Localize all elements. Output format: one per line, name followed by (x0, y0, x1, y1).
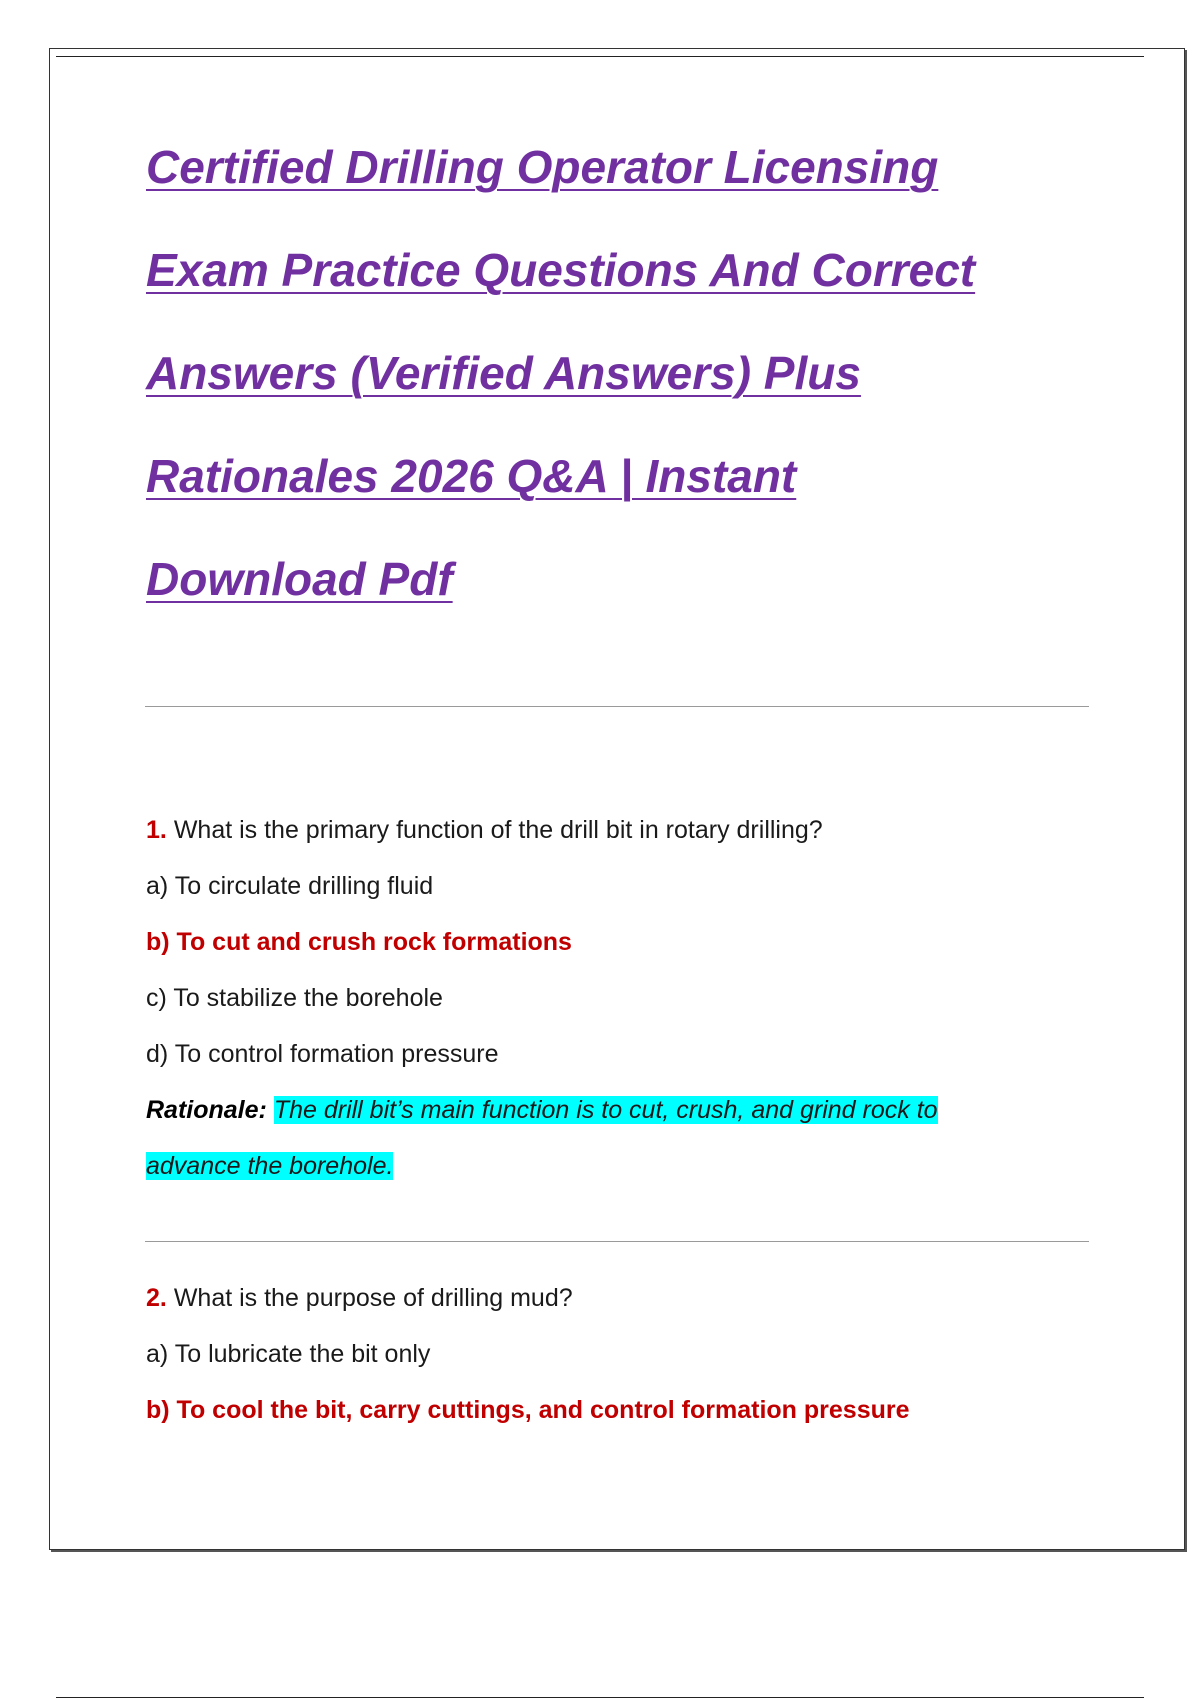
question-prompt: What is the primary function of the drill bit in rotary drilling? (173, 816, 823, 844)
document-title (146, 140, 1086, 655)
title-line: Certified Drilling Operator Licensing (146, 141, 939, 193)
section-divider (145, 706, 1089, 707)
rationale-text: advance the borehole. (146, 1152, 394, 1180)
option-d: d) To control formation pressure (146, 1040, 499, 1068)
section-divider (145, 1241, 1089, 1242)
question-number: 2. (146, 1284, 167, 1312)
question-2 (146, 1270, 1106, 1438)
rationale-continued (146, 1138, 1106, 1194)
title-line: Answers (Verified Answers) Plus (146, 347, 861, 399)
title-line: Exam Practice Questions And Correct (146, 244, 976, 296)
question-prompt: What is the purpose of drilling mud? (173, 1284, 573, 1312)
option-a: a) To lubricate the bit only (146, 1340, 431, 1368)
option-b-correct: b) To cool the bit, carry cuttings, and control formation pressure (146, 1396, 910, 1424)
rationale-label: Rationale: (146, 1096, 267, 1124)
question-number: 1. (146, 816, 167, 844)
rationale-text: The drill bit’s main function is to cut, crush, and grind rock to (273, 1096, 938, 1124)
footer-rule (56, 1697, 1144, 1698)
question-text (146, 1270, 1106, 1326)
title-line: Download Pdf (146, 553, 453, 605)
title-line: Rationales 2026 Q&A | Instant (146, 450, 797, 502)
option-b-correct: b) To cut and crush rock formations (146, 928, 572, 956)
header-rule (56, 56, 1144, 57)
rationale (146, 1082, 1106, 1138)
question-text (146, 802, 1106, 858)
option-a: a) To circulate drilling fluid (146, 872, 434, 900)
option-c: c) To stabilize the borehole (146, 984, 443, 1012)
question-1 (146, 802, 1106, 1194)
